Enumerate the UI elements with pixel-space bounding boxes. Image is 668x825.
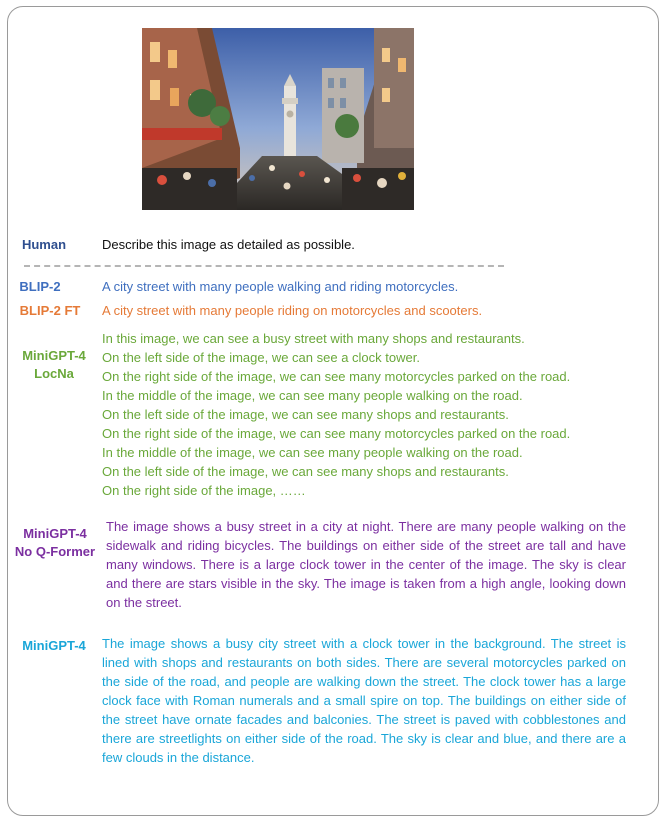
noqformer-label-line1: MiniGPT-4 — [23, 526, 87, 541]
blip2ft-answer: A city street with many people riding on motorcycles and scooters. — [102, 303, 483, 318]
noqformer-label-line2: No Q-Former — [14, 544, 96, 559]
human-label: Human — [21, 237, 67, 252]
blip2-label: BLIP-2 — [19, 279, 61, 294]
locna-line: On the right side of the image, we can see many motorcycles parked on the road. — [102, 426, 571, 441]
locna-line: In the middle of the image, we can see many people walking on the road. — [102, 388, 523, 403]
noqformer-label — [8, 525, 102, 561]
locna-line: On the right side of the image, we can see many motorcycles parked on the road. — [102, 369, 571, 384]
separator-dashed-line — [24, 265, 504, 267]
locna-label — [14, 347, 94, 383]
locna-answer — [102, 329, 570, 500]
locna-line: On the left side of the image, we can see many shops and restaurants. — [102, 464, 509, 479]
locna-line: In this image, we can see a busy street with many shops and restaurants. — [102, 331, 525, 346]
locna-line: On the left side of the image, we can see many shops and restaurants. — [102, 407, 509, 422]
blip2-answer: A city street with many people walking and riding motorcycles. — [102, 279, 459, 294]
locna-label-line2: LocNa — [34, 366, 74, 381]
locna-line: On the left side of the image, we can see a clock tower. — [102, 350, 420, 365]
city-street-photo — [142, 28, 414, 210]
human-prompt: Describe this image as detailed as possible. — [102, 237, 355, 252]
minigpt4-label: MiniGPT-4 — [22, 638, 86, 653]
locna-label-line1: MiniGPT-4 — [22, 348, 86, 363]
locna-line: In the middle of the image, we can see many people walking on the road. — [102, 445, 523, 460]
blip2ft-label: BLIP-2 FT — [19, 303, 81, 318]
locna-line: On the right side of the image, …… — [102, 483, 306, 498]
noqformer-answer: The image shows a busy street in a city at night. There are many people walking on the sidewalk and riding bicycles. The buildings on either side of the street are tall and have many windows. There is a large clock tower in the center of the image. The sky is clear and there are stars visible in the sky. The image is taken from a high angle, looking down on the street. — [106, 519, 626, 610]
minigpt4-answer: The image shows a busy city street with a clock tower in the background. The street is lined with shops and restaurants on both sides. There are several motorcycles parked on the side of the road, and people are walking down the street. The clock tower has a large clock face with Roman numerals and a small spire on top. The buildings on either side of the street have ornate facades and balconies. The street is paved with cobblestones and there are streetlights on either side of the road. The sky is clear and blue, and there are a few clouds in the distance. — [102, 636, 626, 765]
